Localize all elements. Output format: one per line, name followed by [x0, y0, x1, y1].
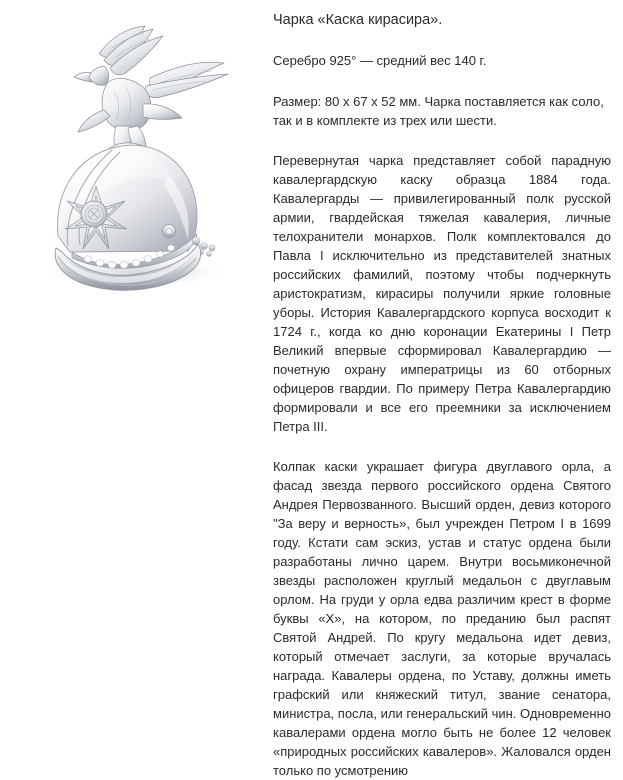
- description-paragraph-2: Колпак каски украшает фигура двуглавого орла, а фасад звезда первого российского ордена Святого Андрея Первозванного. Высший орден, девиз которого "За веру и верность», был учрежден Петром I в 1699 году. Кстати сам эскиз, устав и статус ордена были разработаны лично царем. Внутри восьмиконечной звезды расположен круглый медальон с двуглавым орлом. На груди у орла едва различим крест в форме буквы «Х», на котором, по преданию был распят Святой Андрей. По кругу медальона идет девиз, который отмечает заслуги, за которые вручалась награда. Кавалеры ордена, по Уставу, должны иметь графский или княжеский титул, звание сенатора, министра, посла, или генеральский чин. Одновременно кавалерами ордена могло быть не более 12 человек «природных российских кавалеров». Жаловался орден только по усмотрению: [273, 459, 611, 778]
- material-weight-line: Серебро 925° — средний вес 140 г.: [273, 53, 487, 68]
- product-image-column: [0, 0, 265, 340]
- product-photo: [0, 0, 265, 310]
- description-paragraph-1: Перевернутая чарка представляет собой парадную кавалергардскую каску образца 1884 года. Кавалергарды — привилегированный полк русской армии, гвардейская тяжелая кавалерия, личные телохранители монархов. Полк комплектовался до Павла I исключительно из представителей знатных российских фамилий, поэтому чтобы подчеркнуть аристократизм, кирасиры получили яркие головные уборы. История Кавалергардского корпуса восходит к 1724 г., когда ко дню коронации Екатерины I Петр Великий впервые сформировал Кавалергардию — почетную охрану императрицы из 60 отборных офицеров гвардии. По примеру Петра Кавалергардию формировали и все его преемники за исключением Петра III.: [273, 153, 611, 434]
- size-and-set-line: Размер: 80 x 67 x 52 мм. Чарка поставляется как соло, так и в комплекте из трех или шести.: [273, 94, 604, 128]
- description-column: [273, 0, 611, 780]
- page-title: Чарка «Каска кирасира».: [273, 12, 443, 28]
- helmet-side-rosette: [163, 225, 176, 238]
